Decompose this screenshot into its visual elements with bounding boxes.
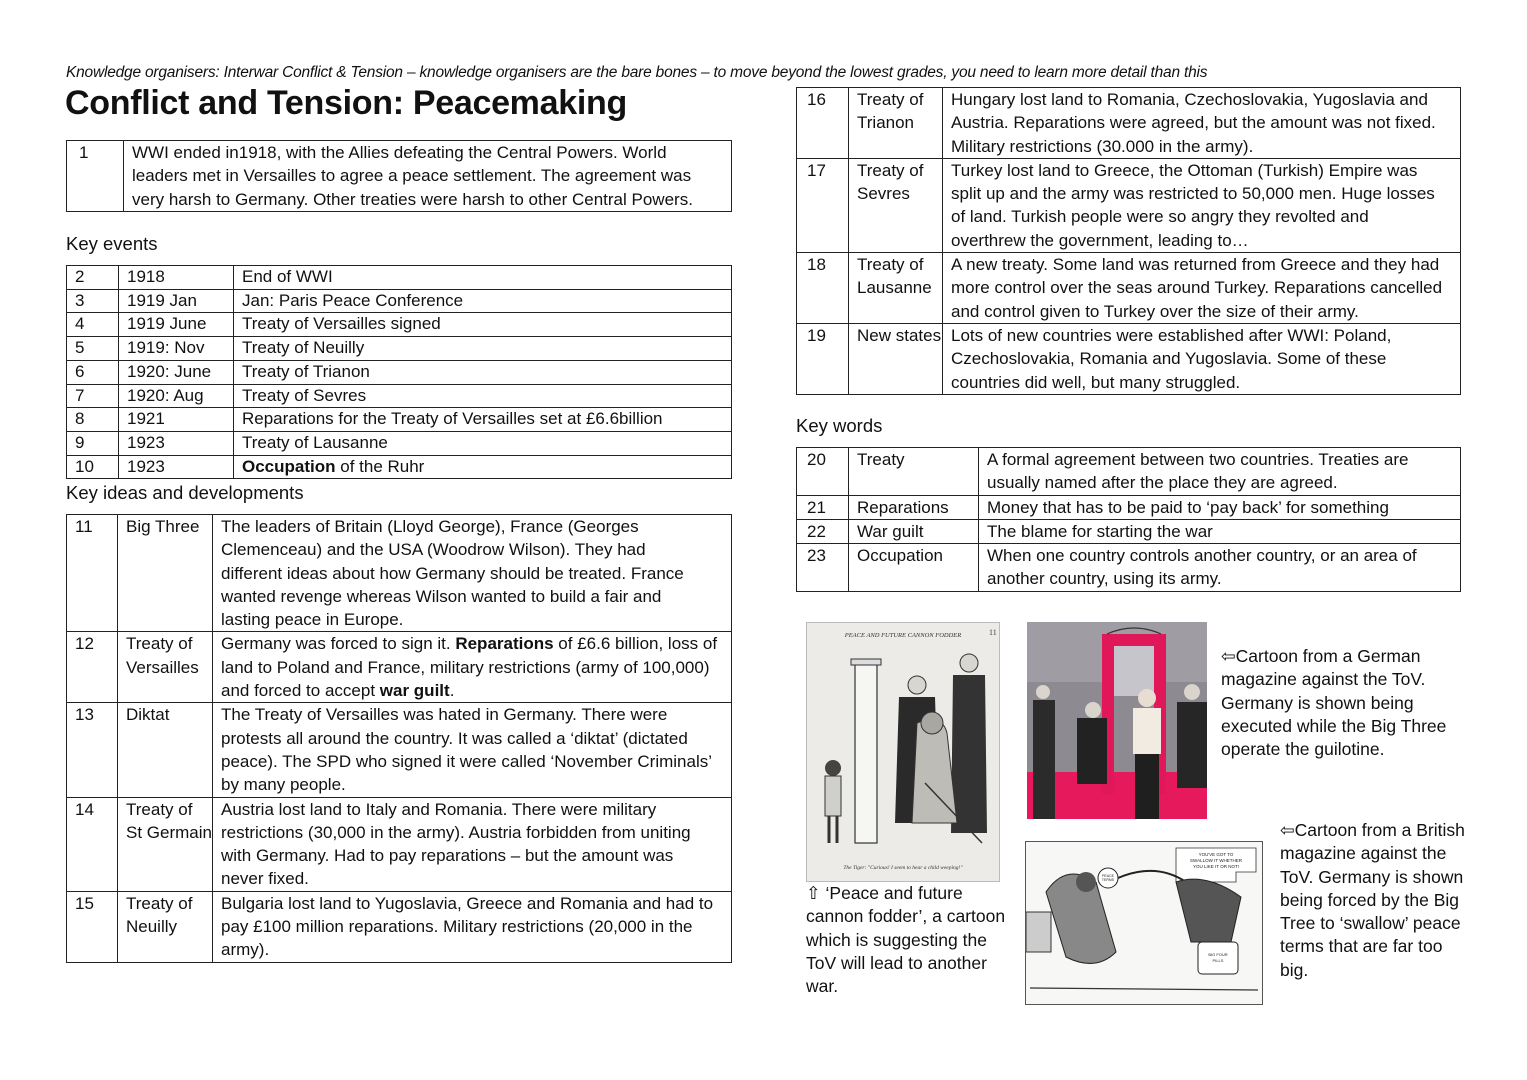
- event-text: Treaty of Versailles signed: [242, 314, 441, 334]
- table-row: [67, 515, 732, 632]
- svg-text:PILLS: PILLS: [1212, 958, 1224, 963]
- row-number: 10: [67, 455, 119, 479]
- svg-text:PEACE: PEACE: [1102, 874, 1114, 878]
- row-number: 12: [67, 632, 118, 703]
- row-number: 2: [67, 266, 119, 290]
- cartoon-image-caption: The Tiger: "Curious! I seem to hear a child weeping!": [843, 865, 963, 871]
- row-date: 1923: [119, 455, 234, 479]
- table-row: [67, 891, 732, 962]
- event-text: Treaty of Lausanne: [242, 432, 388, 452]
- table-row: [67, 266, 732, 290]
- table-row: [67, 313, 732, 337]
- row-date: 1921: [119, 408, 234, 432]
- row-term: Treaty: [849, 448, 979, 496]
- event-text: Treaty of Sevres: [242, 385, 367, 405]
- row-date: 1923: [119, 431, 234, 455]
- row-number: 23: [797, 544, 849, 592]
- row-date: 1920: Aug: [119, 384, 234, 408]
- table-row: [797, 253, 1461, 324]
- row-number: 19: [797, 323, 849, 394]
- row-number: 6: [67, 360, 119, 384]
- intro-table: [66, 140, 732, 212]
- row-number: 15: [67, 891, 118, 962]
- row-text: Lots of new countries were established after WWI: Poland, Czechoslovakia, Romania and Yugoslavia. Some of these countries did well, but many struggled.: [943, 323, 1461, 394]
- row-number: 22: [797, 519, 849, 543]
- row-date: 1919: Nov: [119, 337, 234, 361]
- svg-text:YOU LIKE IT OR NOT!: YOU LIKE IT OR NOT!: [1193, 864, 1239, 869]
- svg-text:SWALLOW IT WHETHER: SWALLOW IT WHETHER: [1189, 858, 1243, 863]
- table-row: [797, 519, 1461, 543]
- swallow-caption: ⇦Cartoon from a British magazine against the ToV. Germany is shown being forced by the Big Tree to ‘swallow’ peace terms that are far too big.: [1280, 820, 1465, 980]
- table-row: [67, 337, 732, 361]
- row-text: The Treaty of Versailles was hated in Germany. There were protests all around the country. It was called a ‘diktat’ (dictated peace). The SPD who signed it were called ‘November Criminals’ by many people.: [213, 703, 732, 797]
- table-row: [797, 448, 1461, 496]
- row-term: Occupation: [849, 544, 979, 592]
- row-number: 8: [67, 408, 119, 432]
- row-text: Hungary lost land to Romania, Czechoslovakia, Yugoslavia and Austria. Reparations were agreed, but the amount was not fixed. Military restrictions (30.000 in the army).: [943, 88, 1461, 159]
- row-number: 20: [797, 448, 849, 496]
- key-ideas-table: [66, 514, 732, 963]
- page-title: Conflict and Tension: Peacemaking: [65, 84, 627, 122]
- table-row: [67, 431, 732, 455]
- key-words-table: [796, 447, 1461, 592]
- row-term: Reparations: [849, 495, 979, 519]
- swallow-cartoon-image: [1025, 841, 1263, 1005]
- row-number: 11: [67, 515, 118, 632]
- row-event: [234, 455, 732, 479]
- row-term: Treaty of Versailles: [118, 632, 213, 703]
- row-text: Austria lost land to Italy and Romania. There were military restrictions (30,000 in the army). Austria forbidden from uniting with Germany. Had to pay reparations – but the amount was never fixed.: [213, 797, 732, 891]
- table-row: [67, 797, 732, 891]
- row-event: [234, 266, 732, 290]
- table-row: [67, 632, 732, 703]
- table-row: [67, 360, 732, 384]
- row-text: Bulgaria lost land to Yugoslavia, Greece and Romania and had to pay £100 million reparations. Military restrictions (20,000 in the army).: [213, 891, 732, 962]
- row-event: [234, 360, 732, 384]
- intro-text: WWI ended in1918, with the Allies defeating the Central Powers. World leaders met in Versailles to agree a peace settlement. The agreement was very harsh to Germany. Other treaties were harsh to other Central Powers.: [124, 141, 732, 212]
- row-number: 5: [67, 337, 119, 361]
- key-words-label: Key words: [796, 415, 883, 436]
- row-number: 16: [797, 88, 849, 159]
- event-text: of the Ruhr: [335, 456, 425, 476]
- row-date: 1919 Jan: [119, 289, 234, 313]
- table-row: [67, 141, 732, 212]
- row-number: 21: [797, 495, 849, 519]
- cannon-fodder-caption: ⇧ ‘Peace and future cannon fodder’, a cartoon which is suggesting the ToV will lead to another war.: [806, 883, 1006, 997]
- key-ideas-label: Key ideas and developments: [66, 482, 304, 503]
- row-number: 3: [67, 289, 119, 313]
- row-term: Treaty of St Germain: [118, 797, 213, 891]
- table-row: [797, 88, 1461, 159]
- svg-text:11: 11: [989, 628, 997, 637]
- row-date: 1919 June: [119, 313, 234, 337]
- row-term: War guilt: [849, 519, 979, 543]
- row-term: Big Three: [118, 515, 213, 632]
- row-number: 4: [67, 313, 119, 337]
- row-event: [234, 408, 732, 432]
- row-text: Turkey lost land to Greece, the Ottoman (Turkish) Empire was split up and the army was restricted to 50,000 men. Huge losses of land. Turkish people were so angry they revolted and overthrew the government, leading to…: [943, 158, 1461, 252]
- cartoon-drawing-icon: [1026, 842, 1262, 1004]
- row-event: [234, 431, 732, 455]
- table-row: [797, 158, 1461, 252]
- cartoon-drawing-icon: [807, 623, 999, 881]
- bold-term: war guilt: [379, 681, 450, 701]
- table-row: [67, 289, 732, 313]
- treaties-table: [796, 87, 1461, 395]
- table-row: [67, 703, 732, 797]
- row-term: Treaty of Trianon: [849, 88, 943, 159]
- event-text: Jan: Paris Peace Conference: [242, 290, 464, 310]
- row-event: [234, 384, 732, 408]
- cannon-fodder-cartoon-image: [806, 622, 1000, 882]
- row-number: 14: [67, 797, 118, 891]
- table-row: [67, 384, 732, 408]
- svg-text:BIG FOUR: BIG FOUR: [1208, 952, 1228, 957]
- text-segment: .: [449, 681, 455, 701]
- row-number: 7: [67, 384, 119, 408]
- table-row: [797, 323, 1461, 394]
- row-event: [234, 313, 732, 337]
- row-text: When one country controls another country, or an area of another country, using its army.: [979, 544, 1461, 592]
- event-text: End of WWI: [242, 267, 333, 286]
- text-segment: of £6.6 billion, loss of land to Poland and France, military restrictions (army of 100,000) and forced to accept: [221, 634, 718, 701]
- svg-text:TERMS: TERMS: [1101, 878, 1115, 882]
- event-text: Treaty of Neuilly: [242, 338, 365, 358]
- guillotine-cartoon-image: [1027, 622, 1207, 819]
- text-segment: Germany was forced to sign it.: [221, 634, 456, 654]
- bold-term: Occupation: [242, 456, 336, 476]
- cartoon-drawing-icon: [1027, 622, 1207, 819]
- table-row: [797, 544, 1461, 592]
- row-term: Treaty of Sevres: [849, 158, 943, 252]
- row-event: [234, 289, 732, 313]
- table-row: [67, 408, 732, 432]
- row-date: 1918: [119, 266, 234, 290]
- guillotine-caption: ⇦Cartoon from a German magazine against the ToV. Germany is shown being executed while the Big Three operate the guilotine.: [1221, 646, 1447, 760]
- row-text: Money that has to be paid to ‘pay back’ for something: [979, 495, 1461, 519]
- table-row: [67, 455, 732, 479]
- row-term: Treaty of Lausanne: [849, 253, 943, 324]
- page-subtitle: Knowledge organisers: Interwar Conflict & Tension – knowledge organisers are the bare bones – to move beyond the lowest grades, you need to learn more detail than this: [66, 64, 1208, 81]
- svg-text:YOU'VE GOT TO: YOU'VE GOT TO: [1198, 852, 1234, 857]
- key-events-table: [66, 265, 732, 479]
- row-event: [234, 337, 732, 361]
- key-events-label: Key events: [66, 233, 158, 254]
- row-term: New states: [849, 323, 943, 394]
- row-number: 18: [797, 253, 849, 324]
- event-text: Treaty of Trianon: [242, 361, 370, 381]
- row-term: Diktat: [118, 703, 213, 797]
- row-term: Treaty of Neuilly: [118, 891, 213, 962]
- row-number: 1: [67, 141, 124, 212]
- table-row: [797, 495, 1461, 519]
- row-date: 1920: June: [119, 360, 234, 384]
- row-number: 13: [67, 703, 118, 797]
- cartoon-title: PEACE AND FUTURE CANNON FODDER: [844, 632, 962, 639]
- bold-term: Reparations: [455, 634, 554, 654]
- row-text: The blame for starting the war: [979, 519, 1461, 543]
- row-number: 9: [67, 431, 119, 455]
- row-number: 17: [797, 158, 849, 252]
- row-text: A formal agreement between two countries. Treaties are usually named after the place they are agreed.: [979, 448, 1461, 496]
- row-text: A new treaty. Some land was returned from Greece and they had more control over the seas around Turkey. Reparations cancelled and control given to Turkey over the size of their army.: [943, 253, 1461, 324]
- event-text: Reparations for the Treaty of Versailles set at £6.6billion: [242, 409, 663, 429]
- row-text: [213, 632, 732, 703]
- row-text: The leaders of Britain (Lloyd George), France (Georges Clemenceau) and the USA (Woodrow Wilson). They had different ideas about how Germany should be treated. France wanted revenge whereas Wilson wanted to build a fair and lasting peace in Europe.: [213, 515, 732, 632]
